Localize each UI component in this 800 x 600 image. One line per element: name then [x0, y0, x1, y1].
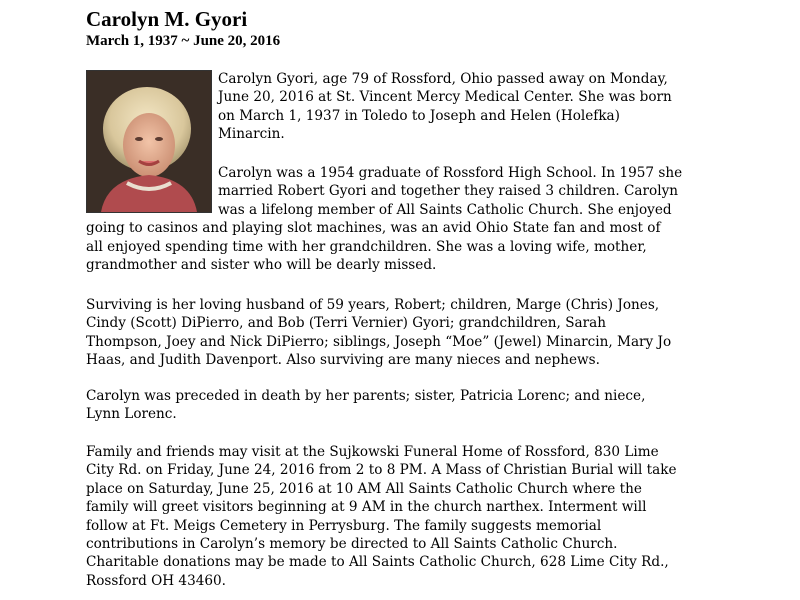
paragraph-4	[86, 387, 738, 424]
obituary-name: Carolyn M. Gyori	[86, 7, 248, 31]
text-line: contributions in Carolyn’s memory be directed to All Saints Catholic Church.	[86, 536, 618, 553]
text-line: June 20, 2016 at St. Vincent Mercy Medical Center. She was born	[218, 89, 672, 106]
text-line: Haas, and Judith Davenport. Also surviving are many nieces and nephews.	[86, 352, 600, 369]
text-line: married Robert Gyori and together they raised 3 children. Carolyn	[218, 183, 679, 200]
text-line: Carolyn Gyori, age 79 of Rossford, Ohio passed away on Monday,	[218, 71, 668, 87]
paragraph-5	[86, 443, 738, 590]
text-line: place on Saturday, June 25, 2016 at 10 AM All Saints Catholic Church where the	[86, 480, 642, 497]
obituary-dates: March 1, 1937 ~ June 20, 2016	[86, 33, 281, 49]
text-line: Family and friends may visit at the Sujkowski Funeral Home of Rossford, 830 Lime	[86, 444, 659, 460]
text-line: Lynn Lorenc.	[86, 406, 177, 423]
text-line: was a lifelong member of All Saints Catholic Church. She enjoyed	[218, 201, 672, 218]
text-line: going to casinos and playing slot machines, was an avid Ohio State fan and most of	[86, 220, 661, 237]
text-line: Cindy (Scott) DiPierro, and Bob (Terri Vernier) Gyori; grandchildren, Sarah	[86, 315, 606, 332]
text-line: Carolyn was preceded in death by her parents; sister, Patricia Lorenc; and niece,	[86, 388, 646, 404]
text-line: all enjoyed spending time with her grandchildren. She was a loving wife, mother,	[86, 238, 647, 255]
text-line: Surviving is her loving husband of 59 years, Robert; children, Marge (Chris) Jones,	[86, 297, 660, 313]
text-line: Carolyn was a 1954 graduate of Rossford High School. In 1957 she	[218, 165, 683, 181]
text-line: Minarcin.	[218, 126, 285, 143]
text-line: Charitable donations may be made to All Saints Catholic Church, 628 Lime City Rd.,	[86, 554, 669, 571]
text-line: family will greet visitors beginning at 9 AM in the church narthex. Interment will	[86, 499, 647, 516]
paragraph-3	[86, 296, 738, 370]
text-line: Thompson, Joey and Nick DiPierro; siblings, Joseph “Moe” (Jewel) Minarcin, Mary Jo	[86, 333, 672, 350]
text-line: on March 1, 1937 in Toledo to Joseph and Helen (Holefka)	[218, 107, 620, 124]
text-line: follow at Ft. Meigs Cemetery in Perrysburg. The family suggests memorial	[86, 517, 602, 534]
text-line: grandmother and sister who will be dearly missed.	[86, 257, 437, 274]
text-line: Rossford OH 43460.	[86, 572, 226, 589]
paragraph-1	[218, 70, 738, 144]
paragraph-2	[86, 164, 738, 274]
text-line: City Rd. on Friday, June 24, 2016 from 2 to 8 PM. A Mass of Christian Burial will take	[86, 462, 677, 479]
